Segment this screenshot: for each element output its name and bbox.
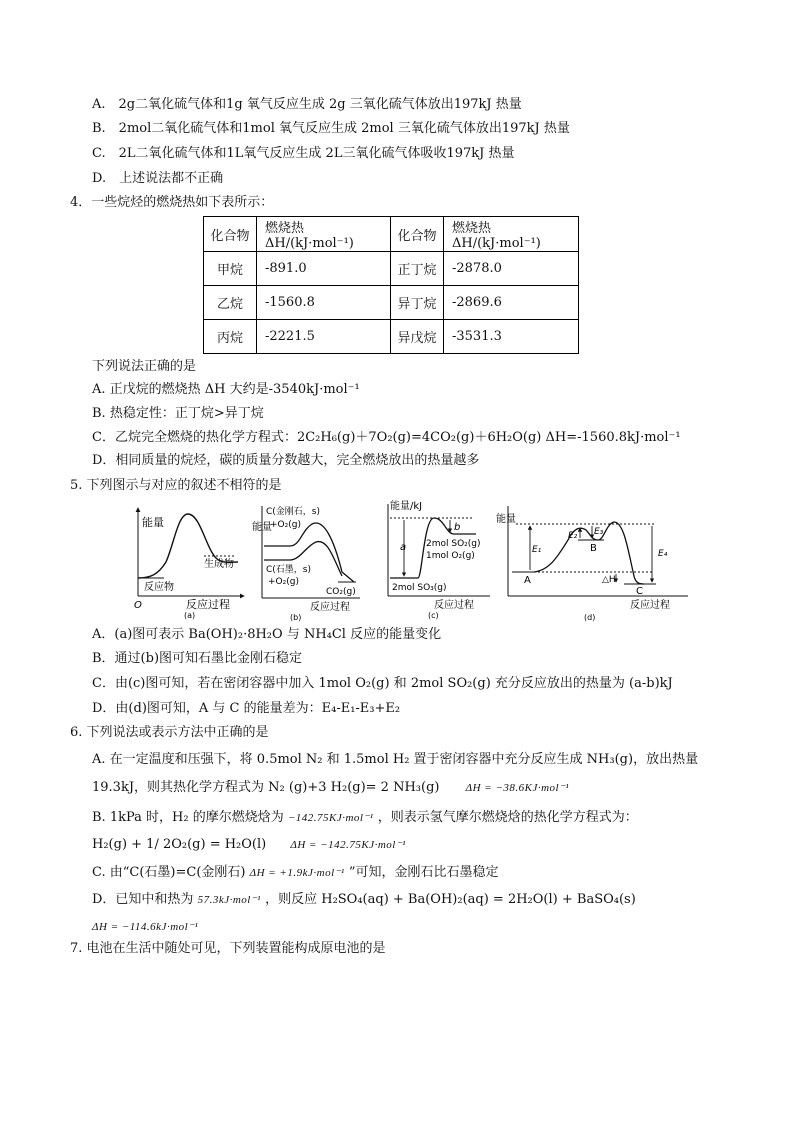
diagram-a-product: 生成物: [204, 559, 234, 570]
diagram-b-caption: (b): [290, 613, 302, 622]
diagram-b-ylabel: 能量: [252, 522, 272, 533]
q6-option-d-tail: ，则反应 H₂SO₄(aq) + Ba(OH)₂(aq) = 2H₂O(l) + BaSO₄(s): [265, 892, 636, 907]
q6-option-c-dh: ΔH = +1.9kJ·mol⁻¹: [249, 867, 345, 879]
q6-option-b-dh: −142.75KJ·mol⁻¹: [287, 812, 374, 824]
q6-option-b-text: B. 1kPa 时，H₂ 的摩尔燃烧焓为: [92, 810, 284, 825]
table-cell: -3531.3: [444, 320, 579, 354]
q4-option-b: B. 热稳定性：正丁烷>异丁烷: [92, 406, 264, 421]
diagram-c-caption: (c): [428, 611, 439, 620]
q3-option-d: D. 上述说法都不正确: [92, 171, 224, 186]
diagram-b-product: CO₂(g): [326, 587, 356, 597]
table-cell: -2221.5: [257, 320, 391, 354]
table-header-cell: 化合物: [391, 217, 444, 252]
table-row: [204, 320, 579, 354]
q5-option-a: A．(a)图可表示 Ba(OH)₂·8H₂O 与 NH₄Cl 反应的能量变化: [92, 627, 442, 642]
diagram-a: [128, 500, 246, 620]
diagram-b: [250, 500, 362, 622]
diagram-d-e3: E₃: [594, 527, 604, 537]
diagram-b-lower2: +O₂(g): [268, 577, 299, 587]
q6-option-d-dh: ΔH = −114.6kJ·mol⁻¹: [92, 921, 199, 933]
q6-option-b-tail: ，则表示氢气摩尔燃烧焓的热化学方程式为：: [377, 810, 638, 825]
diagram-c-ylabel: 能量/kJ: [390, 501, 423, 512]
diagram-b-upper1: C(金刚石，s): [266, 507, 320, 517]
diagram-d-label-a: A: [524, 575, 531, 586]
q6-option-a-dh: ΔH = −38.6KJ·mol⁻¹: [465, 782, 570, 794]
diagram-b-lower1: C(石墨，s): [266, 565, 311, 575]
q6-option-d-head: D．已知中和热为: [92, 892, 194, 907]
table-cell: 甲烷: [204, 252, 257, 286]
diagram-d-xlabel: 反应过程: [630, 600, 670, 611]
diagram-c: [380, 500, 492, 620]
diagram-d: [494, 500, 690, 622]
diagram-a-reactant: 反应物: [144, 582, 174, 593]
table-cell: -2878.0: [444, 252, 579, 286]
q4-stem: 4．一些烷烃的燃烧热如下表所示：: [70, 195, 274, 210]
diagram-c-xlabel: 反应过程: [434, 600, 474, 611]
table-cell: 异丁烷: [391, 286, 444, 320]
q6-stem: 6. 下列说法或表示方法中正确的是: [70, 725, 269, 740]
diagram-b-upper2: +O₂(g): [270, 520, 301, 530]
diagram-a-xlabel: 反应过程: [186, 598, 230, 611]
table-header-row: [204, 217, 579, 252]
q6-option-b-eq-dh: ΔH = −142.75KJ·mol⁻¹: [290, 839, 406, 851]
diagram-d-dh: △H: [602, 575, 616, 585]
diagram-a-ylabel: 能量: [142, 516, 164, 529]
q4-option-a: A. 正戊烷的燃烧热 ΔH 大约是-3540kJ·mol⁻¹: [92, 382, 360, 397]
diagram-d-caption: (d): [584, 613, 596, 622]
q6-option-b-cont: [92, 836, 406, 854]
q5-option-b: B．通过(b)图可知石墨比金刚石稳定: [92, 651, 303, 666]
q3-option-b: B. 2mol二氧化硫气体和1mol 氧气反应生成 2mol 三氧化硫气体放出197kJ 热量: [92, 121, 570, 136]
table-cell: 丙烷: [204, 320, 257, 354]
q4-option-c: C．乙烷完全燃烧的热化学方程式：2C₂H₆(g)＋7O₂(g)=4CO₂(g)＋6H₂O(g) ΔH=-1560.8kJ·mol⁻¹: [92, 430, 681, 445]
q6-option-c-head: C. 由“C(石墨)=C(金刚石): [92, 865, 246, 880]
diagram-d-e1: E₁: [532, 545, 542, 555]
table-cell: -891.0: [257, 252, 391, 286]
diagram-d-e2: E₂: [568, 531, 578, 541]
q6-option-b-equation: H₂(g) + 1/ 2O₂(g) = H₂O(l): [92, 837, 267, 852]
table-header-cell: 化合物: [204, 217, 257, 252]
q6-option-a-equation: 19.3kJ，则其热化学方程式为 N₂ (g)+3 H₂(g)= 2 NH₃(g): [92, 780, 440, 795]
diagram-a-caption: (a): [184, 611, 196, 620]
combustion-heat-table: [203, 216, 579, 354]
q5-stem: 5. 下列图示与对应的叙述不相符的是: [70, 478, 282, 493]
diagram-b-xlabel: 反应过程: [310, 602, 350, 613]
q5-option-c: C．由(c)图可知，若在密闭容器中加入 1mol O₂(g) 和 2mol SO₂(g) 充分反应放出的热量为 (a-b)kJ: [92, 676, 673, 691]
q6-option-c-tail: ”可知，金刚石比石墨稳定: [348, 865, 499, 880]
q3-option-c: C. 2L二氧化硫气体和1L氧气反应生成 2L三氧化硫气体吸收197kJ 热量: [92, 146, 515, 161]
q6-option-c: [92, 864, 499, 882]
table-header-cell: 燃烧热 ΔH/(kJ·mol⁻¹): [257, 217, 391, 252]
diagram-d-ylabel: 能量: [496, 514, 516, 525]
q4-prompt: 下列说法正确的是: [92, 359, 197, 374]
diagram-d-label-b: B: [590, 543, 597, 554]
q3-option-a: A. 2g二氧化硫气体和1g 氧气反应生成 2g 三氧化硫气体放出197kJ 热量: [92, 97, 522, 112]
table-cell: 正丁烷: [391, 252, 444, 286]
diagram-c-state2: 1mol O₂(g): [426, 551, 475, 561]
q6-option-d-value: 57.3kJ·mol⁻¹: [197, 894, 261, 906]
table-cell: 乙烷: [204, 286, 257, 320]
table-cell: -2869.6: [444, 286, 579, 320]
table-header-cell: 燃烧热 ΔH/(kJ·mol⁻¹): [444, 217, 579, 252]
q4-option-d: D．相同质量的烷烃，碳的质量分数越大，完全燃烧放出的热量越多: [92, 453, 480, 468]
diagram-a-origin: O: [134, 600, 142, 611]
table-row: [204, 252, 579, 286]
q7-stem: 7. 电池在生活中随处可见，下列装置能构成原电池的是: [70, 941, 386, 956]
diagram-d-e4: E₄: [658, 549, 668, 559]
diagram-c-state1: 2mol SO₂(g): [426, 539, 481, 549]
q6-option-d: [92, 891, 636, 909]
diagram-c-a: a: [400, 542, 407, 553]
table-cell: -1560.8: [257, 286, 391, 320]
diagram-c-bottom: 2mol SO₃(g): [392, 583, 447, 593]
table-row: [204, 286, 579, 320]
q5-option-d: D．由(d)图可知，A 与 C 的能量差为：E₄-E₁-E₃+E₂: [92, 701, 401, 716]
q6-option-a: A. 在一定温度和压强下，将 0.5mol N₂ 和 1.5mol H₂ 置于密闭容器中充分反应生成 NH₃(g)，放出热量: [92, 752, 699, 767]
diagram-d-label-c: C: [636, 586, 643, 597]
table-cell: 异戊烷: [391, 320, 444, 354]
q6-option-a-cont: [92, 779, 569, 797]
q6-option-d-cont: [92, 918, 198, 936]
q6-option-b: [92, 809, 638, 827]
diagram-c-b: b: [454, 522, 461, 533]
